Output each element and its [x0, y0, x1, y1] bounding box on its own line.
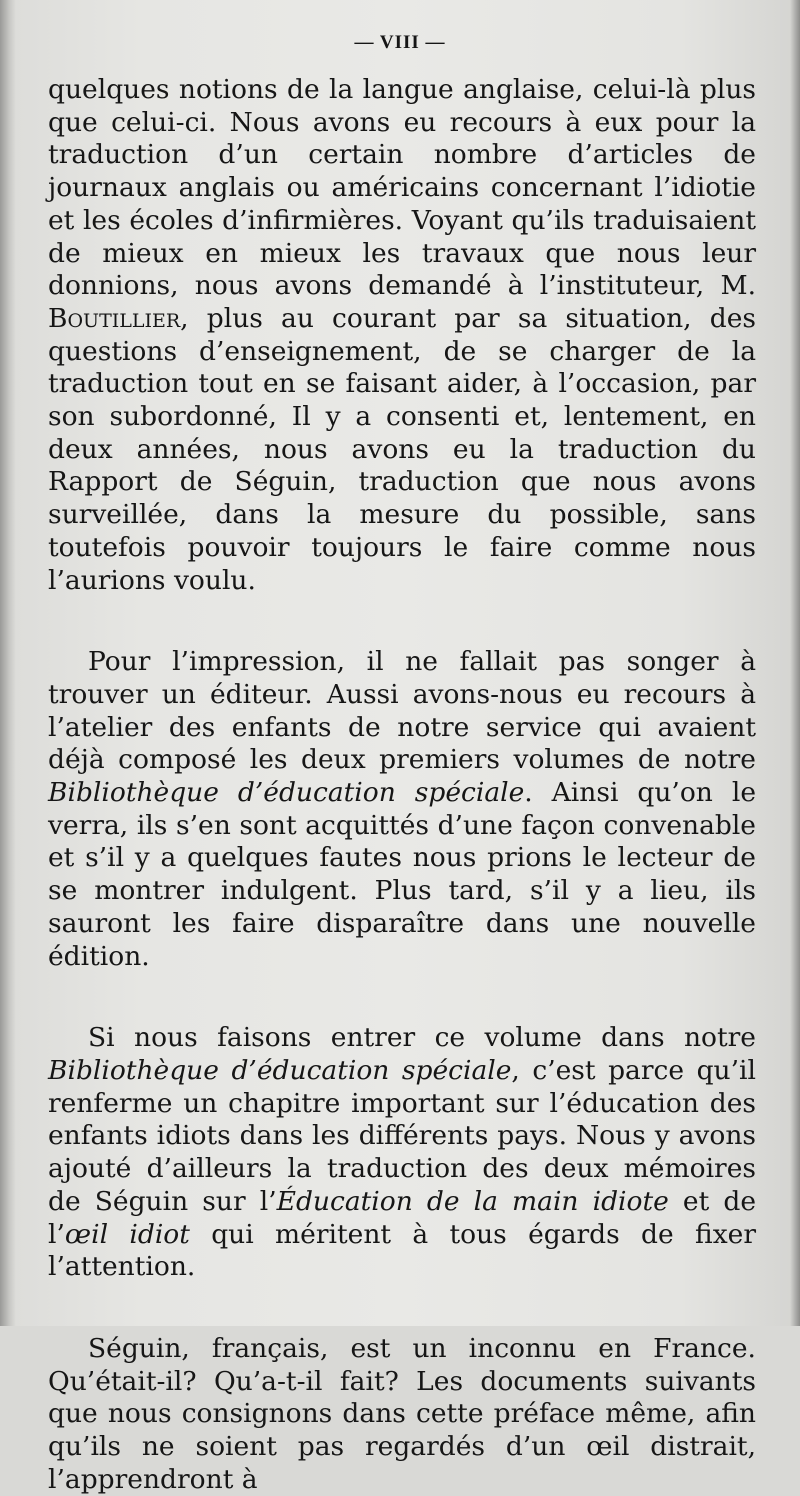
paragraph-1-text-a: quelques notions de la langue anglaise, celui-là plus que celui-ci. Nous avons eu recours à eux pour la traduction d’un certain nombre d’articles de journaux anglais ou américains concernant l’idiotie et les écoles d’infirmières. Voyant qu’ils traduisaient de mieux en mieux les travaux que nous leur donnions, nous avons demandé à l’instituteur, M. [48, 74, 756, 302]
paragraph-3-text-a: Si nous faisons entrer ce volume dans notre [88, 1022, 756, 1054]
person-name-boutillier: Boutillier [48, 302, 181, 334]
paragraph-2 [48, 646, 756, 973]
book-series-title: Bibliothèque d’éducation spéciale [48, 777, 525, 809]
paragraph-3-text-b: , c’est parce qu’il renferme un chapitre important sur l’éducation des enfants idiots dans les différents pays. Nous y avons ajouté d’ailleurs la traduction des deux mémoires de Séguin sur l’ [48, 1054, 756, 1217]
paragraph-2-text-a: Pour l’impression, il ne fallait pas songer à trouver un éditeur. Aussi avons-nous eu recours à l’atelier des enfants de notre service qui avaient déjà composé les deux premiers volumes de notre [48, 646, 756, 776]
page-number-header: — VIII — [354, 32, 446, 53]
paragraph-3-text-c: et de l’ [48, 1185, 757, 1250]
book-series-title: Bibliothèque d’éducation spéciale [48, 1054, 512, 1086]
paragraph-4-text-a: Séguin, français, est un inconnu en France. Qu’était-il? Qu’a-t-il fait? Les documents suivants que nous consignons dans cette préface même, afin qu’ils ne soient pas regardés d’un œil distrait, l’apprendront à [48, 1332, 756, 1495]
memoir-title-main-idiote: Éducation de la main idiote [276, 1185, 669, 1217]
paragraph-4 [48, 1333, 756, 1496]
paragraph-3-text-d: qui méritent à tous égards de fixer l’attention. [48, 1218, 756, 1283]
page-edge-shadow [790, 0, 800, 1326]
paragraph-3 [48, 1022, 756, 1284]
page-gutter-shadow [0, 0, 16, 1326]
memoir-title-oeil-idiot: œil idiot [64, 1218, 190, 1250]
paragraph-1 [48, 74, 756, 597]
body-text [48, 74, 756, 1496]
paragraph-2-text-b: . Ainsi qu’on le verra, ils s’en sont acquittés d’une façon convenable et s’il y a quelques fautes nous prions le lecteur de se montrer indulgent. Plus tard, s’il y a lieu, ils sauront les faire disparaître dans une nouvelle édition. [48, 777, 756, 972]
paragraph-1-text-b: , plus au courant par sa situation, des questions d’enseignement, de se charger de la traduction tout en se faisant aider, à l’occasion, par son subordonné, Il y a consenti et, lentement, en deux années, nous avons eu la traduction du Rapport de Séguin, traduction que nous avons surveillée, dans la mesure du possible, sans toutefois pouvoir toujours le faire comme nous l’aurions voulu. [48, 302, 756, 596]
